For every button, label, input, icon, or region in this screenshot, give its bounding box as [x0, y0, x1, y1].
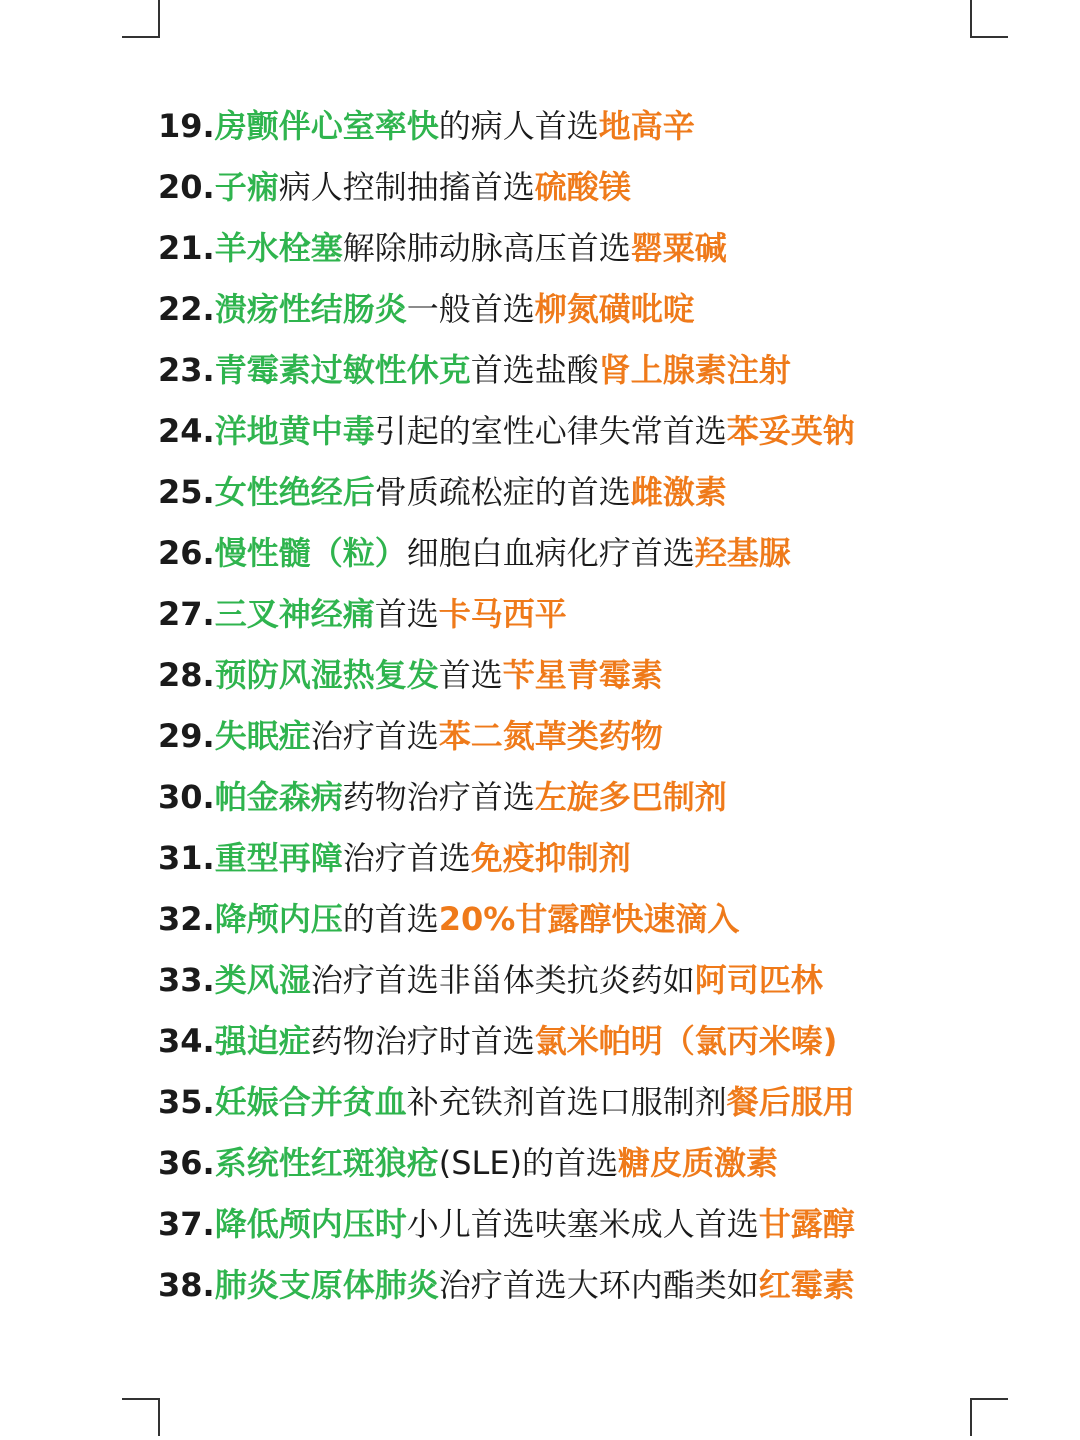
list-item [158, 950, 1018, 1011]
item-keyword: 妊娠合并贫血 [214, 1083, 407, 1121]
item-keyword: 降低颅内压时 [214, 1205, 407, 1243]
item-drug: 羟基脲 [694, 534, 791, 572]
item-text: 病人控制抽搐首选 [278, 168, 535, 206]
item-number: 30. [158, 778, 215, 816]
item-keyword: 类风湿 [214, 961, 311, 999]
list-item [158, 1194, 1018, 1255]
item-text: 治疗首选 [310, 717, 439, 755]
item-drug: 肾上腺素注射 [598, 351, 791, 389]
item-drug: 免疫抑制剂 [470, 839, 631, 877]
item-number: 37. [158, 1205, 215, 1243]
item-keyword: 三叉神经痛 [214, 595, 375, 633]
crop-mark-bottom-left [122, 1398, 160, 1436]
list-item [158, 279, 1018, 340]
item-drug: 苯二氮䓬类药物 [438, 717, 663, 755]
item-text: 首选 [438, 656, 503, 694]
item-text: 一般首选 [406, 290, 535, 328]
item-keyword: 子痫 [214, 168, 279, 206]
item-number: 19. [158, 107, 215, 145]
item-number: 29. [158, 717, 215, 755]
item-keyword: 房颤伴心室率快 [214, 107, 439, 145]
item-number: 31. [158, 839, 215, 877]
item-text: 治疗首选非甾体类抗炎药如 [310, 961, 695, 999]
item-number: 25. [158, 473, 215, 511]
item-text: 的首选 [342, 900, 439, 938]
item-drug: 柳氮磺吡啶 [534, 290, 695, 328]
item-keyword: 慢性髓（粒） [214, 534, 407, 572]
list-item [158, 401, 1018, 462]
item-drug: 甘露醇 [758, 1205, 855, 1243]
item-keyword: 女性绝经后 [214, 473, 375, 511]
list-item [158, 828, 1018, 889]
item-text: 的病人首选 [438, 107, 599, 145]
item-drug: 卡马西平 [438, 595, 567, 633]
item-drug: 苄星青霉素 [502, 656, 663, 694]
item-text: 细胞白血病化疗首选 [406, 534, 695, 572]
item-drug: 罂粟碱 [630, 229, 727, 267]
list-item [158, 767, 1018, 828]
item-number: 38. [158, 1266, 215, 1304]
item-keyword: 青霉素过敏性休克 [214, 351, 471, 389]
crop-mark-top-right [970, 0, 1008, 38]
list-item [158, 1133, 1018, 1194]
item-drug: 20%甘露醇快速滴入 [438, 900, 740, 938]
item-number: 34. [158, 1022, 215, 1060]
item-keyword: 重型再障 [214, 839, 343, 877]
item-number: 21. [158, 229, 215, 267]
item-number: 23. [158, 351, 215, 389]
item-drug: 硫酸镁 [534, 168, 631, 206]
item-drug: 阿司匹林 [694, 961, 823, 999]
item-keyword: 溃疡性结肠炎 [214, 290, 407, 328]
item-drug: 红霉素 [758, 1266, 855, 1304]
list-item [158, 462, 1018, 523]
item-keyword: 洋地黄中毒 [214, 412, 375, 450]
list-item [158, 218, 1018, 279]
item-text: 小儿首选呋塞米成人首选 [406, 1205, 759, 1243]
list-item [158, 157, 1018, 218]
item-text: 首选盐酸 [470, 351, 599, 389]
list-item [158, 584, 1018, 645]
item-number: 26. [158, 534, 215, 572]
item-number: 27. [158, 595, 215, 633]
crop-mark-bottom-right [970, 1398, 1008, 1436]
item-text: 引起的室性心律失常首选 [374, 412, 727, 450]
item-keyword: 羊水栓塞 [214, 229, 343, 267]
item-drug: 地高辛 [598, 107, 695, 145]
item-drug: 餐后服用 [726, 1083, 855, 1121]
item-text: (SLE)的首选 [438, 1144, 619, 1182]
item-text: 治疗首选 [342, 839, 471, 877]
item-keyword: 系统性红斑狼疮 [214, 1144, 439, 1182]
list-item [158, 1011, 1018, 1072]
item-text: 药物治疗时首选 [310, 1022, 535, 1060]
item-keyword: 降颅内压 [214, 900, 343, 938]
list-item [158, 645, 1018, 706]
item-drug: 氯米帕明（氯丙米嗪) [534, 1022, 838, 1060]
list-item [158, 340, 1018, 401]
item-keyword: 帕金森病 [214, 778, 343, 816]
item-keyword: 失眠症 [214, 717, 311, 755]
item-drug: 糖皮质激素 [618, 1144, 779, 1182]
item-number: 24. [158, 412, 215, 450]
first-choice-drug-list [158, 96, 1018, 1316]
item-number: 28. [158, 656, 215, 694]
item-number: 20. [158, 168, 215, 206]
item-text: 骨质疏松症的首选 [374, 473, 631, 511]
item-number: 22. [158, 290, 215, 328]
item-text: 首选 [374, 595, 439, 633]
item-number: 36. [158, 1144, 215, 1182]
item-number: 33. [158, 961, 215, 999]
list-item [158, 96, 1018, 157]
item-text: 补充铁剂首选口服制剂 [406, 1083, 727, 1121]
item-text: 解除肺动脉高压首选 [342, 229, 631, 267]
list-item [158, 1255, 1018, 1316]
item-keyword: 强迫症 [214, 1022, 311, 1060]
list-item [158, 523, 1018, 584]
crop-mark-top-left [122, 0, 160, 38]
item-number: 32. [158, 900, 215, 938]
item-drug: 苯妥英钠 [726, 412, 855, 450]
item-drug: 雌激素 [630, 473, 727, 511]
item-text: 药物治疗首选 [342, 778, 535, 816]
item-keyword: 预防风湿热复发 [214, 656, 439, 694]
item-number: 35. [158, 1083, 215, 1121]
item-drug: 左旋多巴制剂 [534, 778, 727, 816]
item-text: 治疗首选大环内酯类如 [438, 1266, 759, 1304]
list-item [158, 706, 1018, 767]
list-item [158, 889, 1018, 950]
item-keyword: 肺炎支原体肺炎 [214, 1266, 439, 1304]
list-item [158, 1072, 1018, 1133]
